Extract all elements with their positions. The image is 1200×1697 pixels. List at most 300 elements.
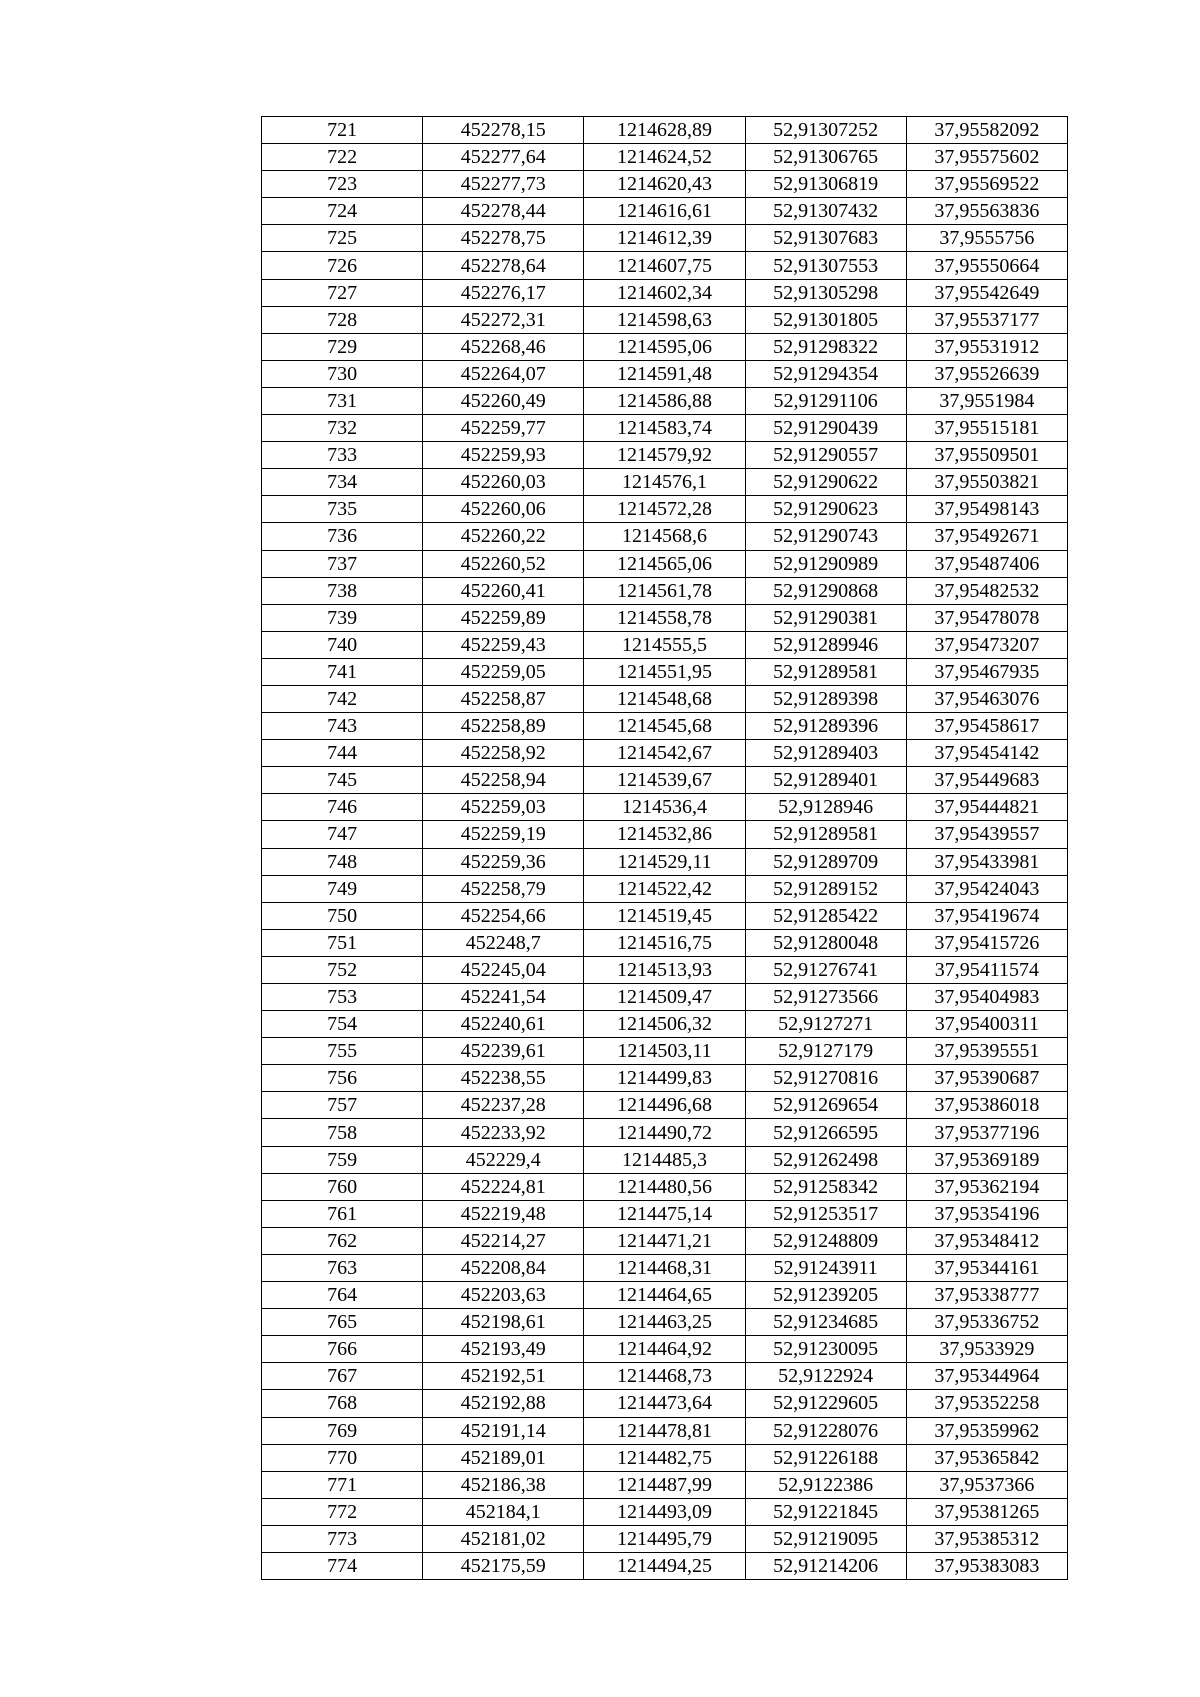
longitude-cell: 37,95344964 [906, 1363, 1067, 1390]
latitude-cell: 52,91243911 [745, 1254, 906, 1281]
y-coordinate-cell: 1214516,75 [584, 929, 745, 956]
y-coordinate-cell: 1214513,93 [584, 956, 745, 983]
table-row [262, 1498, 1068, 1525]
y-coordinate-cell: 1214548,68 [584, 685, 745, 712]
longitude-cell: 37,95381265 [906, 1498, 1067, 1525]
y-coordinate-cell: 1214561,78 [584, 577, 745, 604]
latitude-cell: 52,91226188 [745, 1444, 906, 1471]
y-coordinate-cell: 1214598,63 [584, 306, 745, 333]
longitude-cell: 37,95411574 [906, 956, 1067, 983]
latitude-cell: 52,91290743 [745, 523, 906, 550]
y-coordinate-cell: 1214628,89 [584, 117, 745, 144]
point-number-cell: 739 [262, 604, 423, 631]
latitude-cell: 52,91290868 [745, 577, 906, 604]
longitude-cell: 37,95365842 [906, 1444, 1067, 1471]
latitude-cell: 52,91253517 [745, 1200, 906, 1227]
y-coordinate-cell: 1214624,52 [584, 144, 745, 171]
table-row [262, 794, 1068, 821]
latitude-cell: 52,9122386 [745, 1471, 906, 1498]
point-number-cell: 726 [262, 252, 423, 279]
longitude-cell: 37,95400311 [906, 1011, 1067, 1038]
latitude-cell: 52,91276741 [745, 956, 906, 983]
table-row [262, 740, 1068, 767]
table-row [262, 442, 1068, 469]
x-coordinate-cell: 452259,03 [423, 794, 584, 821]
x-coordinate-cell: 452198,61 [423, 1309, 584, 1336]
table-row [262, 415, 1068, 442]
table-row [262, 360, 1068, 387]
longitude-cell: 37,95537177 [906, 306, 1067, 333]
table-row [262, 306, 1068, 333]
point-number-cell: 773 [262, 1525, 423, 1552]
x-coordinate-cell: 452258,92 [423, 740, 584, 767]
table-row [262, 333, 1068, 360]
table-row [262, 550, 1068, 577]
longitude-cell: 37,9555756 [906, 225, 1067, 252]
latitude-cell: 52,91301805 [745, 306, 906, 333]
longitude-cell: 37,95458617 [906, 713, 1067, 740]
point-number-cell: 751 [262, 929, 423, 956]
table-row [262, 1227, 1068, 1254]
x-coordinate-cell: 452259,19 [423, 821, 584, 848]
point-number-cell: 734 [262, 469, 423, 496]
point-number-cell: 736 [262, 523, 423, 550]
x-coordinate-cell: 452240,61 [423, 1011, 584, 1038]
point-number-cell: 728 [262, 306, 423, 333]
table-row [262, 1119, 1068, 1146]
table-row [262, 685, 1068, 712]
table-row [262, 1444, 1068, 1471]
point-number-cell: 753 [262, 984, 423, 1011]
longitude-cell: 37,95509501 [906, 442, 1067, 469]
table-row [262, 1092, 1068, 1119]
longitude-cell: 37,95386018 [906, 1092, 1067, 1119]
table-row [262, 713, 1068, 740]
y-coordinate-cell: 1214620,43 [584, 171, 745, 198]
point-number-cell: 750 [262, 902, 423, 929]
y-coordinate-cell: 1214468,73 [584, 1363, 745, 1390]
x-coordinate-cell: 452260,41 [423, 577, 584, 604]
point-number-cell: 727 [262, 279, 423, 306]
x-coordinate-cell: 452259,89 [423, 604, 584, 631]
y-coordinate-cell: 1214558,78 [584, 604, 745, 631]
longitude-cell: 37,95503821 [906, 469, 1067, 496]
y-coordinate-cell: 1214475,14 [584, 1200, 745, 1227]
longitude-cell: 37,95395551 [906, 1038, 1067, 1065]
y-coordinate-cell: 1214555,5 [584, 631, 745, 658]
y-coordinate-cell: 1214565,06 [584, 550, 745, 577]
x-coordinate-cell: 452191,14 [423, 1417, 584, 1444]
y-coordinate-cell: 1214576,1 [584, 469, 745, 496]
point-number-cell: 756 [262, 1065, 423, 1092]
point-number-cell: 733 [262, 442, 423, 469]
longitude-cell: 37,95433981 [906, 848, 1067, 875]
table-row [262, 1173, 1068, 1200]
table-row [262, 767, 1068, 794]
latitude-cell: 52,91214206 [745, 1552, 906, 1579]
y-coordinate-cell: 1214607,75 [584, 252, 745, 279]
table-row [262, 658, 1068, 685]
point-number-cell: 732 [262, 415, 423, 442]
longitude-cell: 37,9537366 [906, 1471, 1067, 1498]
y-coordinate-cell: 1214539,67 [584, 767, 745, 794]
x-coordinate-cell: 452278,15 [423, 117, 584, 144]
latitude-cell: 52,91307252 [745, 117, 906, 144]
x-coordinate-cell: 452259,43 [423, 631, 584, 658]
x-coordinate-cell: 452186,38 [423, 1471, 584, 1498]
latitude-cell: 52,91262498 [745, 1146, 906, 1173]
x-coordinate-cell: 452277,64 [423, 144, 584, 171]
longitude-cell: 37,95467935 [906, 658, 1067, 685]
y-coordinate-cell: 1214542,67 [584, 740, 745, 767]
point-number-cell: 740 [262, 631, 423, 658]
table-row [262, 1282, 1068, 1309]
x-coordinate-cell: 452184,1 [423, 1498, 584, 1525]
table-row [262, 144, 1068, 171]
longitude-cell: 37,95439557 [906, 821, 1067, 848]
x-coordinate-cell: 452260,22 [423, 523, 584, 550]
latitude-cell: 52,91289946 [745, 631, 906, 658]
x-coordinate-cell: 452239,61 [423, 1038, 584, 1065]
x-coordinate-cell: 452203,63 [423, 1282, 584, 1309]
latitude-cell: 52,91289581 [745, 821, 906, 848]
point-number-cell: 729 [262, 333, 423, 360]
longitude-cell: 37,95383083 [906, 1552, 1067, 1579]
y-coordinate-cell: 1214529,11 [584, 848, 745, 875]
longitude-cell: 37,95569522 [906, 171, 1067, 198]
point-number-cell: 774 [262, 1552, 423, 1579]
x-coordinate-cell: 452224,81 [423, 1173, 584, 1200]
point-number-cell: 765 [262, 1309, 423, 1336]
longitude-cell: 37,95582092 [906, 117, 1067, 144]
longitude-cell: 37,95482532 [906, 577, 1067, 604]
latitude-cell: 52,91239205 [745, 1282, 906, 1309]
y-coordinate-cell: 1214478,81 [584, 1417, 745, 1444]
point-number-cell: 735 [262, 496, 423, 523]
x-coordinate-cell: 452260,06 [423, 496, 584, 523]
latitude-cell: 52,91221845 [745, 1498, 906, 1525]
point-number-cell: 742 [262, 685, 423, 712]
table-row [262, 929, 1068, 956]
y-coordinate-cell: 1214602,34 [584, 279, 745, 306]
latitude-cell: 52,91273566 [745, 984, 906, 1011]
longitude-cell: 37,95404983 [906, 984, 1067, 1011]
y-coordinate-cell: 1214485,3 [584, 1146, 745, 1173]
latitude-cell: 52,91289396 [745, 713, 906, 740]
x-coordinate-cell: 452189,01 [423, 1444, 584, 1471]
latitude-cell: 52,91289403 [745, 740, 906, 767]
longitude-cell: 37,95463076 [906, 685, 1067, 712]
table-row [262, 171, 1068, 198]
y-coordinate-cell: 1214480,56 [584, 1173, 745, 1200]
x-coordinate-cell: 452175,59 [423, 1552, 584, 1579]
x-coordinate-cell: 452208,84 [423, 1254, 584, 1281]
y-coordinate-cell: 1214532,86 [584, 821, 745, 848]
latitude-cell: 52,91290439 [745, 415, 906, 442]
table-row [262, 1552, 1068, 1579]
longitude-cell: 37,95354196 [906, 1200, 1067, 1227]
y-coordinate-cell: 1214579,92 [584, 442, 745, 469]
latitude-cell: 52,91307432 [745, 198, 906, 225]
latitude-cell: 52,9128946 [745, 794, 906, 821]
y-coordinate-cell: 1214468,31 [584, 1254, 745, 1281]
table-row [262, 387, 1068, 414]
table-row [262, 225, 1068, 252]
latitude-cell: 52,91219095 [745, 1525, 906, 1552]
y-coordinate-cell: 1214583,74 [584, 415, 745, 442]
x-coordinate-cell: 452259,05 [423, 658, 584, 685]
x-coordinate-cell: 452258,89 [423, 713, 584, 740]
latitude-cell: 52,91290557 [745, 442, 906, 469]
latitude-cell: 52,91294354 [745, 360, 906, 387]
point-number-cell: 730 [262, 360, 423, 387]
point-number-cell: 761 [262, 1200, 423, 1227]
y-coordinate-cell: 1214482,75 [584, 1444, 745, 1471]
point-number-cell: 759 [262, 1146, 423, 1173]
x-coordinate-cell: 452237,28 [423, 1092, 584, 1119]
longitude-cell: 37,95385312 [906, 1525, 1067, 1552]
point-number-cell: 731 [262, 387, 423, 414]
latitude-cell: 52,91290622 [745, 469, 906, 496]
latitude-cell: 52,91229605 [745, 1390, 906, 1417]
longitude-cell: 37,95542649 [906, 279, 1067, 306]
longitude-cell: 37,95369189 [906, 1146, 1067, 1173]
y-coordinate-cell: 1214586,88 [584, 387, 745, 414]
latitude-cell: 52,91289152 [745, 875, 906, 902]
x-coordinate-cell: 452260,52 [423, 550, 584, 577]
y-coordinate-cell: 1214522,42 [584, 875, 745, 902]
y-coordinate-cell: 1214499,83 [584, 1065, 745, 1092]
table-row [262, 956, 1068, 983]
latitude-cell: 52,91290989 [745, 550, 906, 577]
table-row [262, 279, 1068, 306]
y-coordinate-cell: 1214595,06 [584, 333, 745, 360]
y-coordinate-cell: 1214545,68 [584, 713, 745, 740]
table-row [262, 1011, 1068, 1038]
table-row [262, 821, 1068, 848]
point-number-cell: 755 [262, 1038, 423, 1065]
y-coordinate-cell: 1214612,39 [584, 225, 745, 252]
table-row [262, 523, 1068, 550]
x-coordinate-cell: 452245,04 [423, 956, 584, 983]
longitude-cell: 37,95362194 [906, 1173, 1067, 1200]
y-coordinate-cell: 1214519,45 [584, 902, 745, 929]
x-coordinate-cell: 452276,17 [423, 279, 584, 306]
table-row [262, 1038, 1068, 1065]
table-row [262, 496, 1068, 523]
y-coordinate-cell: 1214503,11 [584, 1038, 745, 1065]
y-coordinate-cell: 1214536,4 [584, 794, 745, 821]
latitude-cell: 52,91269654 [745, 1092, 906, 1119]
longitude-cell: 37,95419674 [906, 902, 1067, 929]
latitude-cell: 52,91248809 [745, 1227, 906, 1254]
y-coordinate-cell: 1214551,95 [584, 658, 745, 685]
longitude-cell: 37,95352258 [906, 1390, 1067, 1417]
x-coordinate-cell: 452181,02 [423, 1525, 584, 1552]
table-row [262, 875, 1068, 902]
longitude-cell: 37,95515181 [906, 415, 1067, 442]
x-coordinate-cell: 452278,75 [423, 225, 584, 252]
latitude-cell: 52,91307553 [745, 252, 906, 279]
y-coordinate-cell: 1214591,48 [584, 360, 745, 387]
longitude-cell: 37,95478078 [906, 604, 1067, 631]
table-row [262, 984, 1068, 1011]
longitude-cell: 37,95390687 [906, 1065, 1067, 1092]
x-coordinate-cell: 452259,36 [423, 848, 584, 875]
longitude-cell: 37,95449683 [906, 767, 1067, 794]
point-number-cell: 721 [262, 117, 423, 144]
longitude-cell: 37,95359962 [906, 1417, 1067, 1444]
table-row [262, 1309, 1068, 1336]
table-row [262, 1390, 1068, 1417]
x-coordinate-cell: 452277,73 [423, 171, 584, 198]
longitude-cell: 37,9551984 [906, 387, 1067, 414]
longitude-cell: 37,95348412 [906, 1227, 1067, 1254]
x-coordinate-cell: 452214,27 [423, 1227, 584, 1254]
x-coordinate-cell: 452258,94 [423, 767, 584, 794]
coordinates-table [261, 116, 1068, 1580]
table-row [262, 117, 1068, 144]
table-row [262, 252, 1068, 279]
table-row [262, 1200, 1068, 1227]
y-coordinate-cell: 1214509,47 [584, 984, 745, 1011]
y-coordinate-cell: 1214487,99 [584, 1471, 745, 1498]
point-number-cell: 770 [262, 1444, 423, 1471]
latitude-cell: 52,9122924 [745, 1363, 906, 1390]
point-number-cell: 771 [262, 1471, 423, 1498]
longitude-cell: 37,95498143 [906, 496, 1067, 523]
table-row [262, 1471, 1068, 1498]
y-coordinate-cell: 1214506,32 [584, 1011, 745, 1038]
latitude-cell: 52,91306765 [745, 144, 906, 171]
latitude-cell: 52,91289709 [745, 848, 906, 875]
x-coordinate-cell: 452193,49 [423, 1336, 584, 1363]
point-number-cell: 772 [262, 1498, 423, 1525]
x-coordinate-cell: 452258,79 [423, 875, 584, 902]
longitude-cell: 37,95454142 [906, 740, 1067, 767]
latitude-cell: 52,91228076 [745, 1417, 906, 1444]
point-number-cell: 749 [262, 875, 423, 902]
longitude-cell: 37,9533929 [906, 1336, 1067, 1363]
point-number-cell: 724 [262, 198, 423, 225]
point-number-cell: 764 [262, 1282, 423, 1309]
x-coordinate-cell: 452192,51 [423, 1363, 584, 1390]
point-number-cell: 767 [262, 1363, 423, 1390]
longitude-cell: 37,95575602 [906, 144, 1067, 171]
x-coordinate-cell: 452248,7 [423, 929, 584, 956]
x-coordinate-cell: 452260,49 [423, 387, 584, 414]
x-coordinate-cell: 452258,87 [423, 685, 584, 712]
point-number-cell: 746 [262, 794, 423, 821]
point-number-cell: 744 [262, 740, 423, 767]
table-row [262, 1254, 1068, 1281]
table-row [262, 902, 1068, 929]
y-coordinate-cell: 1214616,61 [584, 198, 745, 225]
x-coordinate-cell: 452233,92 [423, 1119, 584, 1146]
table-row [262, 577, 1068, 604]
latitude-cell: 52,91289398 [745, 685, 906, 712]
point-number-cell: 752 [262, 956, 423, 983]
point-number-cell: 762 [262, 1227, 423, 1254]
latitude-cell: 52,91280048 [745, 929, 906, 956]
point-number-cell: 760 [262, 1173, 423, 1200]
x-coordinate-cell: 452254,66 [423, 902, 584, 929]
latitude-cell: 52,91291106 [745, 387, 906, 414]
longitude-cell: 37,95444821 [906, 794, 1067, 821]
y-coordinate-cell: 1214568,6 [584, 523, 745, 550]
latitude-cell: 52,91298322 [745, 333, 906, 360]
y-coordinate-cell: 1214490,72 [584, 1119, 745, 1146]
point-number-cell: 725 [262, 225, 423, 252]
table-row [262, 1525, 1068, 1552]
x-coordinate-cell: 452264,07 [423, 360, 584, 387]
longitude-cell: 37,95344161 [906, 1254, 1067, 1281]
longitude-cell: 37,95492671 [906, 523, 1067, 550]
table-row [262, 198, 1068, 225]
point-number-cell: 723 [262, 171, 423, 198]
point-number-cell: 766 [262, 1336, 423, 1363]
x-coordinate-cell: 452260,03 [423, 469, 584, 496]
latitude-cell: 52,91266595 [745, 1119, 906, 1146]
x-coordinate-cell: 452259,93 [423, 442, 584, 469]
table-row [262, 1065, 1068, 1092]
x-coordinate-cell: 452241,54 [423, 984, 584, 1011]
point-number-cell: 758 [262, 1119, 423, 1146]
longitude-cell: 37,95550664 [906, 252, 1067, 279]
latitude-cell: 52,91258342 [745, 1173, 906, 1200]
y-coordinate-cell: 1214463,25 [584, 1309, 745, 1336]
table-row [262, 1363, 1068, 1390]
table-row [262, 1336, 1068, 1363]
point-number-cell: 763 [262, 1254, 423, 1281]
point-number-cell: 743 [262, 713, 423, 740]
latitude-cell: 52,91270816 [745, 1065, 906, 1092]
latitude-cell: 52,91289581 [745, 658, 906, 685]
x-coordinate-cell: 452238,55 [423, 1065, 584, 1092]
coordinates-table-body [262, 117, 1068, 1580]
point-number-cell: 722 [262, 144, 423, 171]
latitude-cell: 52,91305298 [745, 279, 906, 306]
table-row [262, 1146, 1068, 1173]
latitude-cell: 52,91285422 [745, 902, 906, 929]
table-row [262, 1417, 1068, 1444]
point-number-cell: 747 [262, 821, 423, 848]
table-row [262, 604, 1068, 631]
y-coordinate-cell: 1214464,65 [584, 1282, 745, 1309]
y-coordinate-cell: 1214496,68 [584, 1092, 745, 1119]
longitude-cell: 37,95487406 [906, 550, 1067, 577]
point-number-cell: 741 [262, 658, 423, 685]
point-number-cell: 768 [262, 1390, 423, 1417]
latitude-cell: 52,9127271 [745, 1011, 906, 1038]
latitude-cell: 52,91290381 [745, 604, 906, 631]
table-row [262, 631, 1068, 658]
x-coordinate-cell: 452278,44 [423, 198, 584, 225]
x-coordinate-cell: 452268,46 [423, 333, 584, 360]
longitude-cell: 37,95336752 [906, 1309, 1067, 1336]
latitude-cell: 52,91230095 [745, 1336, 906, 1363]
point-number-cell: 745 [262, 767, 423, 794]
latitude-cell: 52,91307683 [745, 225, 906, 252]
longitude-cell: 37,95563836 [906, 198, 1067, 225]
table-row [262, 848, 1068, 875]
point-number-cell: 738 [262, 577, 423, 604]
latitude-cell: 52,91289401 [745, 767, 906, 794]
point-number-cell: 748 [262, 848, 423, 875]
latitude-cell: 52,91290623 [745, 496, 906, 523]
x-coordinate-cell: 452278,64 [423, 252, 584, 279]
longitude-cell: 37,95473207 [906, 631, 1067, 658]
